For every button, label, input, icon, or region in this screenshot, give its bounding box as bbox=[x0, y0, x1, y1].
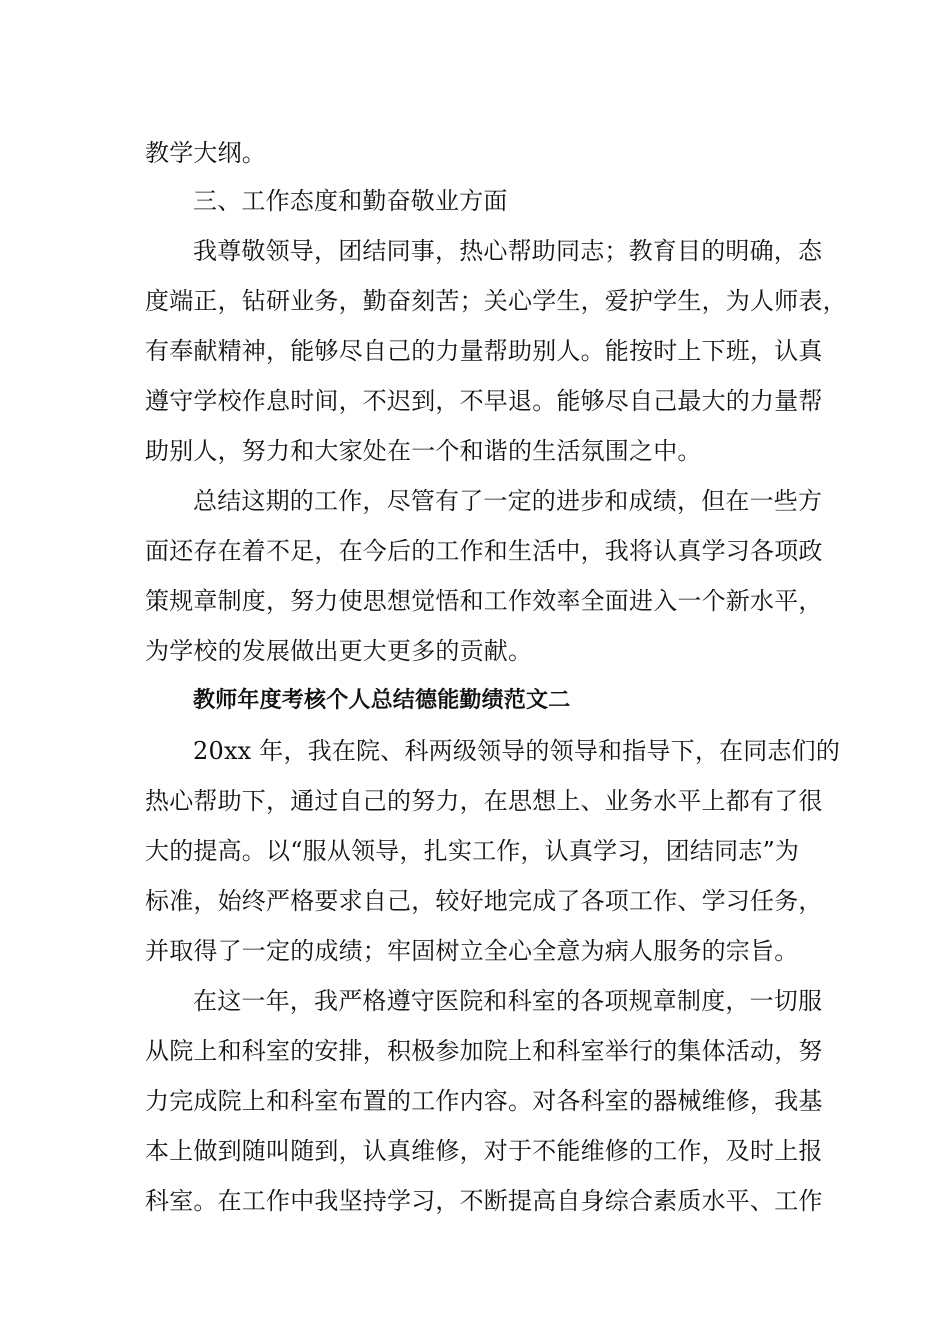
text-line: 从院上和科室的安排，积极参加院上和科室举行的集体活动，努 bbox=[145, 1037, 823, 1065]
document-heading: 教师年度考核个人总结德能勤绩范文二 bbox=[193, 688, 571, 713]
text-line: 热心帮助下，通过自己的努力，在思想上、业务水平上都有了很 bbox=[145, 787, 823, 815]
text-line: 总结这期的工作，尽管有了一定的进步和成绩，但在一些方 bbox=[193, 487, 823, 515]
text-line: 教学大纲。 bbox=[145, 139, 266, 167]
text-line: 标准，始终严格要求自己，较好地完成了各项工作、学习任务， bbox=[145, 887, 823, 915]
text-line: 有奉献精神，能够尽自己的力量帮助别人。能按时上下班，认真 bbox=[145, 337, 823, 365]
text-line: 科室。在工作中我坚持学习，不断提高自身综合素质水平、工作 bbox=[145, 1187, 823, 1215]
text-line: 力完成院上和科室布置的工作内容。对各科室的器械维修，我基 bbox=[145, 1087, 823, 1115]
text-line: 并取得了一定的成绩；牢固树立全心全意为病人服务的宗旨。 bbox=[145, 937, 799, 965]
section-heading: 三、工作态度和勤奋敬业方面 bbox=[193, 187, 508, 215]
text-line: 大的提高。以“服从领导，扎实工作，认真学习，团结同志”为 bbox=[145, 837, 800, 865]
text-line: 面还存在着不足，在今后的工作和生活中，我将认真学习各项政 bbox=[145, 537, 823, 565]
text-line: 在这一年，我严格遵守医院和科室的各项规章制度，一切服 bbox=[193, 987, 823, 1015]
text-line: 遵守学校作息时间，不迟到，不早退。能够尽自己最大的力量帮 bbox=[145, 387, 823, 415]
text-line: 20xx 年，我在院、科两级领导的领导和指导下，在同志们的 bbox=[193, 737, 841, 765]
text-line: 度端正，钻研业务，勤奋刻苦；关心学生，爱护学生，为人师表， bbox=[145, 287, 847, 315]
text-line: 策规章制度，努力使思想觉悟和工作效率全面进入一个新水平， bbox=[145, 587, 823, 615]
text-line: 我尊敬领导，团结同事，热心帮助同志；教育目的明确，态 bbox=[193, 237, 823, 265]
text-line: 助别人，努力和大家处在一个和谐的生活氛围之中。 bbox=[145, 437, 702, 465]
text-line: 本上做到随叫随到，认真维修，对于不能维修的工作，及时上报 bbox=[145, 1137, 823, 1165]
text-line: 为学校的发展做出更大更多的贡献。 bbox=[145, 637, 533, 665]
